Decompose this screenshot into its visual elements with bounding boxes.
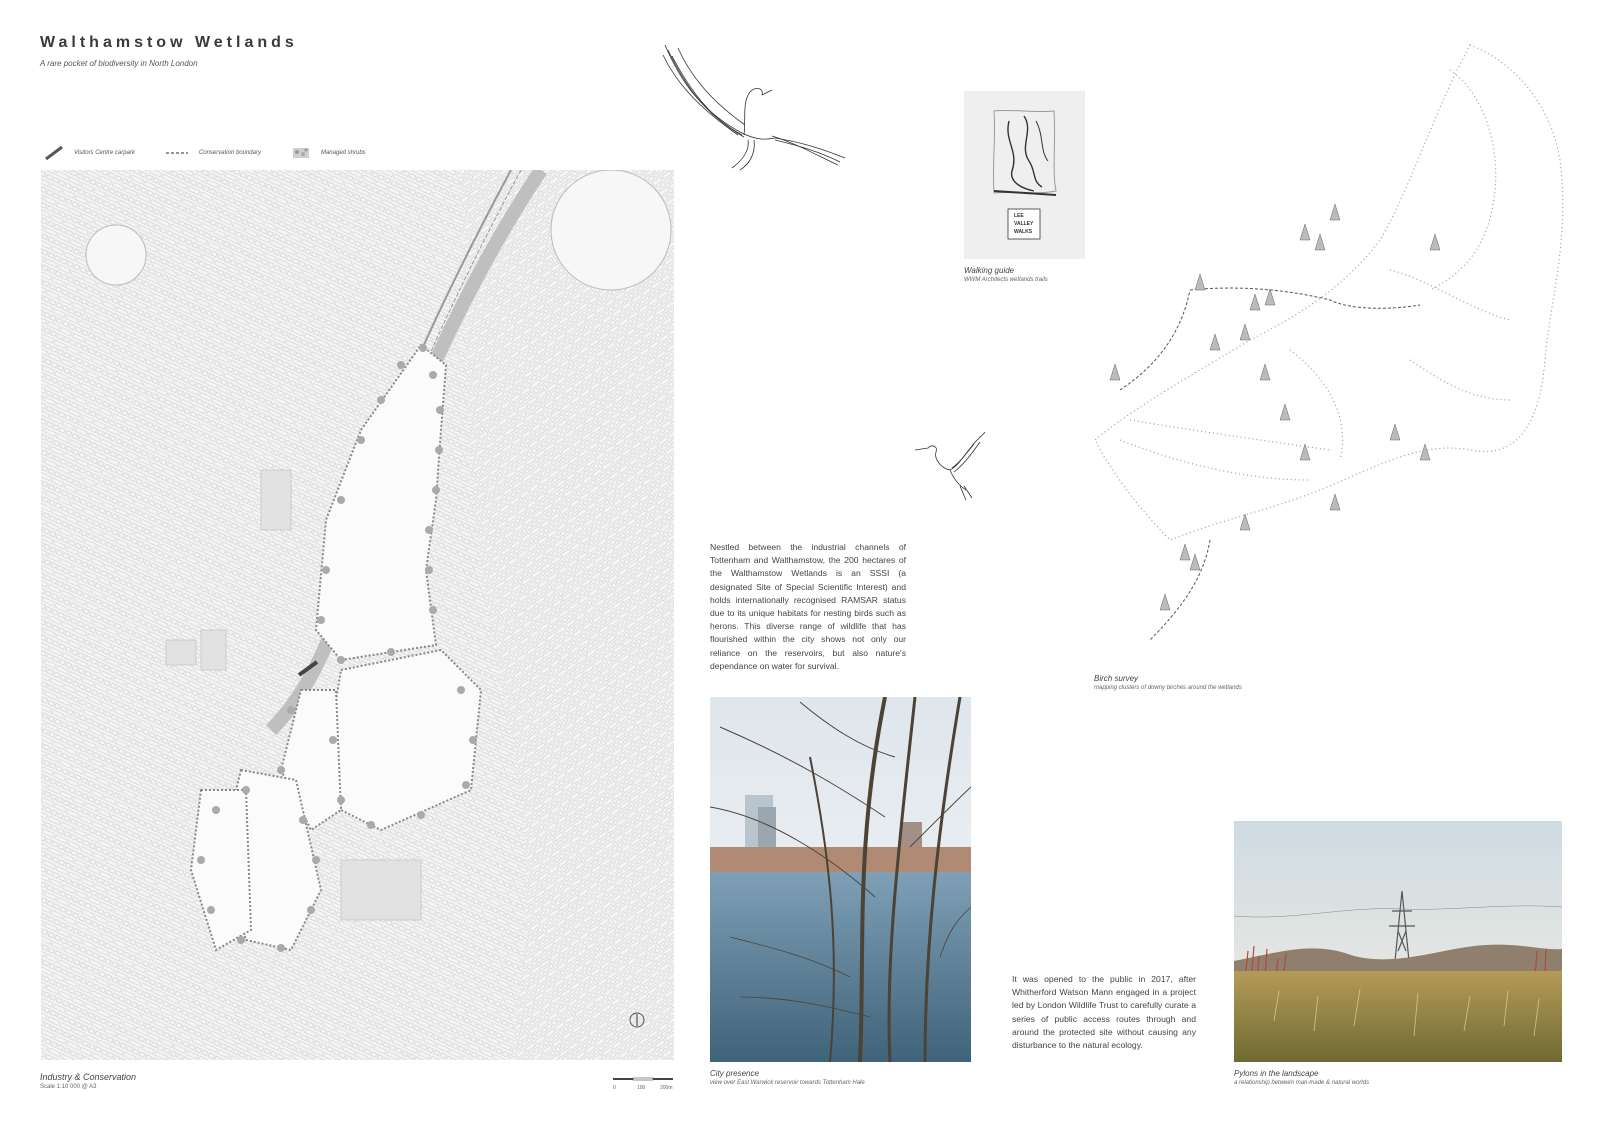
page-subtitle: A rare pocket of biodiversity in North London [40, 59, 198, 68]
legend-label: Conservation boundary [198, 150, 261, 156]
intro-paragraph: Nestled between the industrial channels of Tottenham and Walthamstow, the 200 hectares of the Walthamstow Wetlands is an SSSI (a designated Site of Special Scientific Interest) and holds internationally recognised RAMSAR status due to its unique habitats for nesting birds such as herons. This diverse range of wildlife that has flourished within the city shows not only our reliance on the reservoirs, but also nature's dependance on water for survival. [710, 542, 906, 671]
page-title: Walthamstow Wetlands [40, 34, 298, 51]
heron-landing-illustration [910, 428, 990, 508]
city-photo-caption [710, 1069, 865, 1086]
legend-label: Managed shrubs [320, 150, 366, 156]
map-caption: Industry & Conservation [40, 1072, 137, 1082]
caption-title: City presence [710, 1069, 759, 1078]
scale-label: 0 [613, 1085, 616, 1091]
legend-item-boundary [165, 146, 261, 160]
caption-subtitle: view over East Warwick reservoir towards Tottenham Hale [710, 1080, 865, 1086]
cover-text: LEE [1014, 213, 1024, 219]
scale-bar [612, 1076, 676, 1092]
hatch-patch-icon [291, 146, 311, 160]
walking-guide-caption [964, 266, 1048, 283]
site-map [41, 170, 674, 1060]
caption-subtitle: mapping clusters of downy birches around the wetlands [1094, 685, 1242, 691]
caption-title: Pylons in the landscape [1234, 1069, 1319, 1078]
legend-item-shrubs [291, 146, 366, 160]
cover-text: WALKS [1014, 229, 1033, 235]
walking-guide-card [964, 91, 1085, 259]
caption-title: Walking guide [964, 266, 1015, 275]
caption-title: Birch survey [1094, 674, 1139, 683]
history-paragraph: It was opened to the public in 2017, after Whitherford Watson Mann engaged in a project led by London Wildlife Trust to carefully curate a series of public access routes through and around the protected site without causing any disturbance to the natural ecology. [1012, 974, 1196, 1051]
city-presence-photo [710, 697, 971, 1062]
birch-survey-drawing [1090, 40, 1570, 660]
caption-subtitle: WWM Architects wetlands trails [964, 277, 1048, 283]
map-legend [44, 146, 396, 160]
caption-subtitle: a relationship between man-made & natural worlds [1234, 1080, 1370, 1086]
diagonal-line-icon [44, 146, 64, 160]
birch-survey-caption [1094, 674, 1242, 691]
map-scale-text: Scale 1:10 000 @ A3 [40, 1084, 97, 1090]
heron-flying-illustration [660, 40, 850, 180]
pylons-photo [1234, 821, 1562, 1062]
legend-label: Visitors Centre carpark [74, 150, 135, 156]
legend-item-carpark [44, 146, 135, 160]
scale-label: 200m [660, 1085, 673, 1091]
walking-guide-cover [964, 91, 1085, 259]
pylons-photo-caption [1234, 1069, 1369, 1086]
scale-label: 100 [637, 1085, 646, 1091]
cover-text: VALLEY [1014, 221, 1034, 227]
dashed-line-icon [165, 146, 189, 160]
